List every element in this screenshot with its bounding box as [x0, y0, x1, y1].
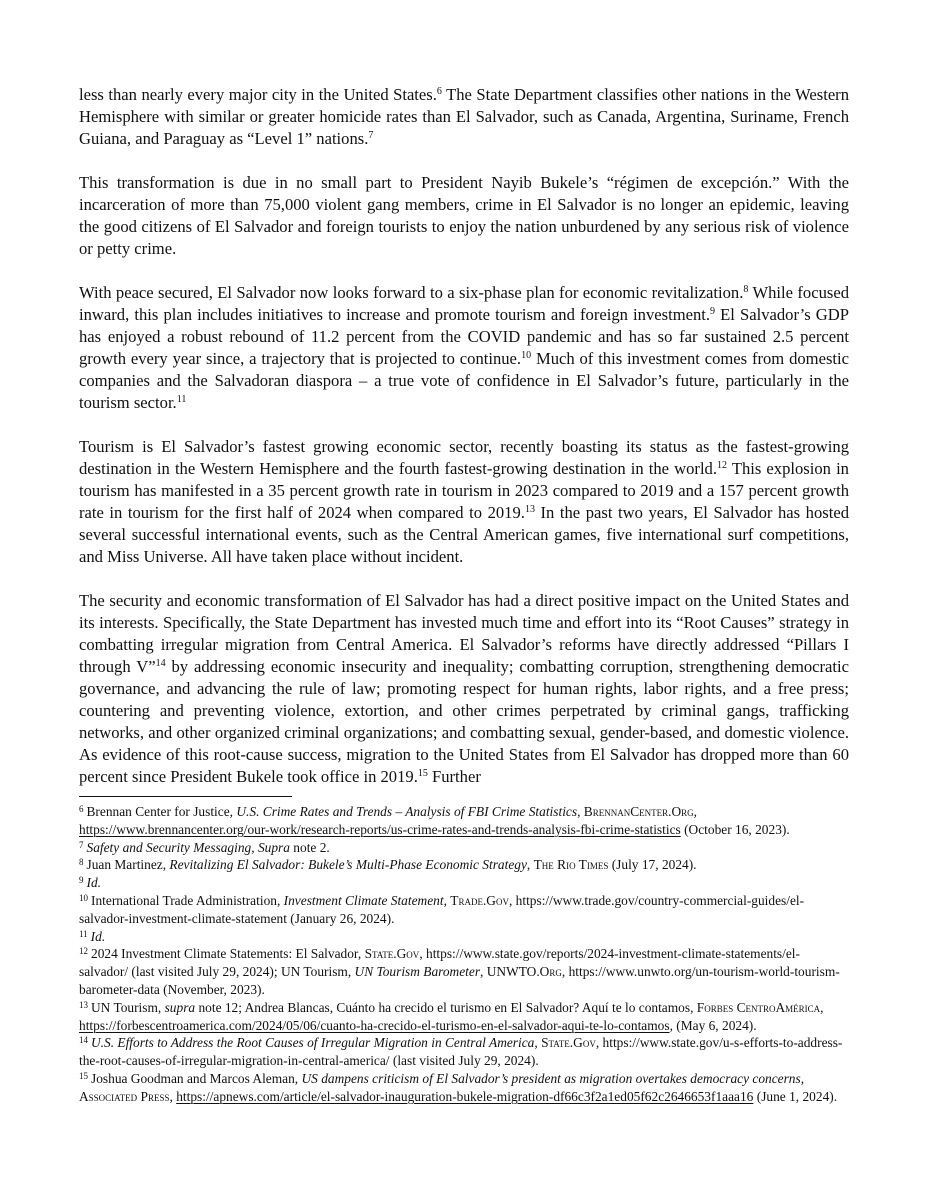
- italic-text: Id.: [86, 875, 102, 891]
- footnote-number: 15: [79, 1070, 88, 1081]
- footnote: [79, 839, 849, 857]
- text-run: , https://www.unwto.org/un-tourism-world-tourism-barometer-data (November, 2023).: [79, 964, 840, 997]
- body-paragraph: [79, 84, 849, 150]
- small-caps-text: State.Gov: [364, 946, 420, 962]
- italic-text: Investment Climate Statement: [283, 892, 444, 908]
- footnote: [79, 803, 849, 839]
- footnote-number: 12: [79, 946, 88, 957]
- text-run: (June 1, 2024).: [753, 1088, 838, 1104]
- text-run: ,: [251, 839, 258, 855]
- text-run: The security and economic transformation of El Salvador has had a direct positive impact on the United States and its interests. Specifically, the State Department has invested much time and effort into its “Root Causes” strategy in combatting irregular migration from Central America. El Salvador’s reforms have directly addressed “Pillars I through V”: [79, 591, 849, 676]
- text-run: In the past two years, El Salvador has hosted several successful international events, such as the Central American games, five international surf competitions, and Miss Universe. All have taken place without incident.: [79, 503, 849, 566]
- hyperlink[interactable]: https://www.brennancenter.org/our-work/research-reports/us-crime-rates-and-trends-analysis-fbi-crime-statistics: [79, 821, 681, 837]
- italic-text: U.S. Crime Rates and Trends – Analysis of FBI Crime Statistics: [236, 804, 578, 819]
- text-run: This explosion in tourism has manifested in a 35 percent growth rate in tourism in 2023 compared to 2019 and a 157 percent growth rate in tourism for the first half of 2024 when compared to 2019.: [79, 459, 849, 522]
- footnote-number: 10: [79, 892, 88, 903]
- text-run: by addressing economic insecurity and inequality; combatting corruption, strengthening democratic governance, and advancing the rule of law; promoting respect for human rights, labor rights, and a free press; countering and preventing violence, extortion, and other crimes perpetrated by criminal gangs, trafficking networks, and other organized criminal organizations; and combatting sexual, gender-based, and domestic violence. As evidence of this root-cause success, migration to the United States from El Salvador has dropped more than 60 percent since President Bukele took office in 2019.: [79, 657, 849, 786]
- footnote-number: 13: [79, 999, 88, 1010]
- text-run: , https://www.trade.gov/country-commercial-guides/el-salvador-investment-climate-statement (January 26, 2024).: [79, 892, 805, 926]
- footnote: [79, 1070, 849, 1106]
- body-text: [79, 84, 849, 788]
- text-run: ,: [577, 804, 584, 819]
- text-run: ,: [169, 1088, 177, 1104]
- small-caps-text: Trade.Gov: [450, 892, 509, 908]
- footnote-reference[interactable]: 15: [417, 768, 428, 779]
- footnote: [79, 928, 849, 946]
- text-run: Much of this investment comes from domestic companies and the Salvadoran diaspora – a true vote of confidence in El Salvador’s future, particularly in the tourism sector.: [79, 349, 849, 412]
- footnote: [79, 874, 849, 892]
- small-caps-text: BrennanCenter.Org: [583, 804, 694, 819]
- text-run: UNWTO.O: [486, 964, 550, 980]
- italic-text: U.S. Efforts to Address the Root Causes of Irregular Migration in Central America: [91, 1035, 535, 1051]
- text-run: Further: [427, 767, 481, 786]
- small-caps-text: rg: [549, 964, 562, 980]
- text-run: ,: [534, 1035, 542, 1051]
- text-run: El Salvador’s GDP has enjoyed a robust rebound of 11.2 percent from the COVID pandemic and has so far sustained 2.5 percent growth every year since, a trajectory that is projected to continue.: [79, 305, 850, 368]
- hyperlink[interactable]: https://forbescentroamerica.com/2024/05/06/cuanto-ha-crecido-el-turismo-en-el-salvador-aqui-te-lo-contamos: [79, 1017, 670, 1033]
- text-run: Joshua Goodman and Marcos Aleman,: [91, 1070, 302, 1086]
- text-run: 2024 Investment Climate Statements: El Salvador,: [91, 946, 365, 962]
- footnotes: [79, 803, 849, 1106]
- text-run: With peace secured, El Salvador now looks forward to a six-phase plan for economic revitalization.: [79, 283, 744, 302]
- footnote-reference[interactable]: 9: [710, 306, 716, 317]
- footnote: [79, 945, 849, 998]
- text-run: ,: [800, 1070, 805, 1086]
- text-run: Juan Martinez,: [86, 857, 170, 873]
- text-run: less than nearly every major city in the United States.: [79, 85, 437, 104]
- document-page: [79, 84, 849, 1106]
- text-run: UN Tourism,: [91, 999, 165, 1015]
- small-caps-text: The Rio Times: [533, 857, 609, 873]
- italic-text: US dampens criticism of El Salvador’s president as migration overtakes democracy concerns: [301, 1070, 801, 1086]
- footnote-divider: [79, 796, 292, 797]
- footnote-number: 8: [79, 857, 84, 868]
- text-run: (October 16, 2023).: [680, 821, 790, 837]
- body-paragraph: [79, 282, 849, 414]
- text-run: , https://www.state.gov/reports/2024-investment-climate-statements/el-salvador/ (last visited July 29, 2024); UN Tourism,: [79, 946, 800, 980]
- text-run: The State Department classifies other nations in the Western Hemisphere with similar or greater homicide rates than El Salvador, such as Canada, Argentina, Suriname, French Guiana, and Paraguay as “Level 1” nations.: [79, 85, 850, 148]
- italic-text: Safety and Security Messaging: [86, 839, 252, 855]
- small-caps-text: Associated Press: [79, 1088, 170, 1104]
- footnote-reference[interactable]: 14: [155, 658, 166, 669]
- italic-text: Supra: [257, 839, 290, 855]
- text-run: , (May 6, 2024).: [669, 1017, 757, 1033]
- body-paragraph: [79, 436, 849, 568]
- italic-text: Id.: [90, 928, 106, 944]
- footnote: [79, 1034, 849, 1070]
- footnote-number: 6: [79, 804, 84, 814]
- text-run: note 2.: [289, 839, 330, 855]
- footnote-number: 9: [79, 875, 84, 886]
- footnote-reference[interactable]: 7: [368, 130, 374, 141]
- text-run: (July 17, 2024).: [608, 857, 697, 873]
- footnote-reference[interactable]: 10: [521, 350, 532, 361]
- text-run: ,: [443, 892, 451, 908]
- italic-text: supra: [164, 999, 196, 1015]
- text-run: , https://www.state.gov/u-s-efforts-to-address-the-root-causes-of-irregular-migration-in-central-america/ (last visited July 29, 2024).: [79, 1035, 843, 1069]
- body-paragraph: [79, 172, 849, 260]
- footnote-reference[interactable]: 13: [524, 504, 535, 515]
- footnote-reference[interactable]: 8: [743, 284, 749, 295]
- footnote-reference[interactable]: 12: [717, 460, 728, 471]
- footnote-reference[interactable]: 11: [176, 394, 187, 405]
- small-caps-text: State.Gov: [541, 1035, 596, 1051]
- text-run: note 12; Andrea Blancas, Cuánto ha crecido el turismo en El Salvador? Aquí te lo contamos,: [195, 999, 697, 1015]
- text-run: Brennan Center for Justice,: [86, 804, 237, 819]
- italic-text: UN Tourism Barometer: [354, 964, 481, 980]
- text-run: ,: [693, 804, 698, 819]
- hyperlink[interactable]: https://apnews.com/article/el-salvador-inauguration-bukele-migration-df66c3f2a1ed05f62c2646653f1aaa16: [176, 1088, 754, 1104]
- text-run: This transformation is due in no small part to President Nayib Bukele’s “régimen de excepción.” With the incarceration of more than 75,000 violent gang members, crime in El Salvador is no longer an epidemic, leaving the good citizens of El Salvador and foreign tourists to enjoy the nation unburdened by any serious risk of violence or petty crime.: [79, 173, 849, 258]
- text-run: ,: [820, 999, 824, 1015]
- italic-text: Revitalizing El Salvador: Bukele’s Multi-Phase Economic Strategy: [169, 857, 527, 873]
- text-run: While focused inward, this plan includes initiatives to increase and promote tourism and foreign investment.: [79, 283, 849, 324]
- footnote-number: 11: [79, 928, 88, 939]
- footnote: [79, 892, 849, 928]
- text-run: Tourism is El Salvador’s fastest growing economic sector, recently boasting its status as the fastest-growing destination in the Western Hemisphere and the fourth fastest-growing destination in the world.: [79, 437, 849, 478]
- small-caps-text: Forbes CentroAmérica: [696, 999, 821, 1015]
- text-run: ,: [480, 964, 487, 980]
- text-run: ,: [526, 857, 534, 873]
- text-run: International Trade Administration,: [91, 892, 284, 908]
- footnote-reference[interactable]: 6: [436, 86, 442, 97]
- footnote: [79, 856, 849, 874]
- body-paragraph: [79, 590, 849, 788]
- footnote-number: 7: [79, 839, 84, 850]
- footnote: [79, 999, 849, 1035]
- footnote-number: 14: [79, 1035, 88, 1046]
